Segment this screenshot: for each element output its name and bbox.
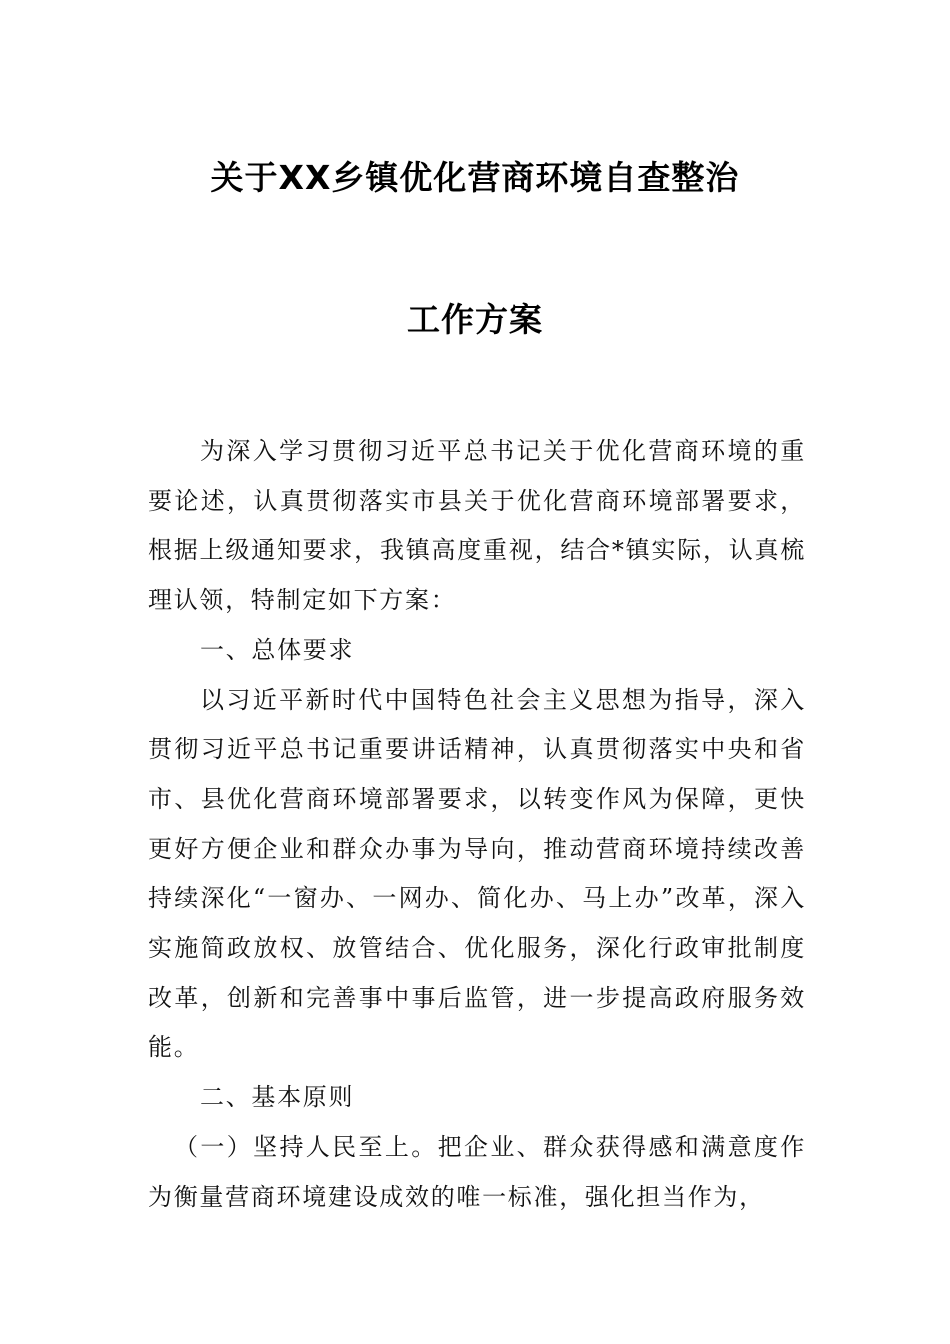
intro-paragraph: 为深入学习贯彻习近平总书记关于优化营商环境的重要论述，认真贯彻落实市县关于优化营商环境部署要求，根据上级通知要求，我镇高度重视，结合*镇实际，认真梳理认领，特制定如下方案： — [148, 437, 806, 615]
section-1-paragraph: 以习近平新时代中国特色社会主义思想为指导，深入贯彻习近平总书记重要讲话精神，认真贯彻落实中央和省市、县优化营商环境部署要求，以转变作风为保障，更快更好方便企业和群众办事为导向，推动营商环境持续改善持续深化“一窗办、一网办、简化办、马上办”改革，深入实施简政放权、放管结合、优化服务，深化行政审批制度改革，创新和完善事中事后监管，进一步提高政府服务效能。 — [148, 685, 806, 1062]
document-title-line-2: 工作方案 — [407, 300, 543, 339]
section-1-heading: 一、总体要求 — [200, 635, 355, 664]
section-2-heading: 二、基本原则 — [200, 1083, 355, 1112]
document-body — [148, 427, 806, 1222]
document-title-line-1: 关于XX乡镇优化营商环境自查整治 — [210, 158, 740, 197]
section-2-item-1: （一）坚持人民至上。把企业、群众获得感和满意度作为衡量营商环境建设成效的唯一标准，强化担当作为， — [148, 1132, 806, 1211]
